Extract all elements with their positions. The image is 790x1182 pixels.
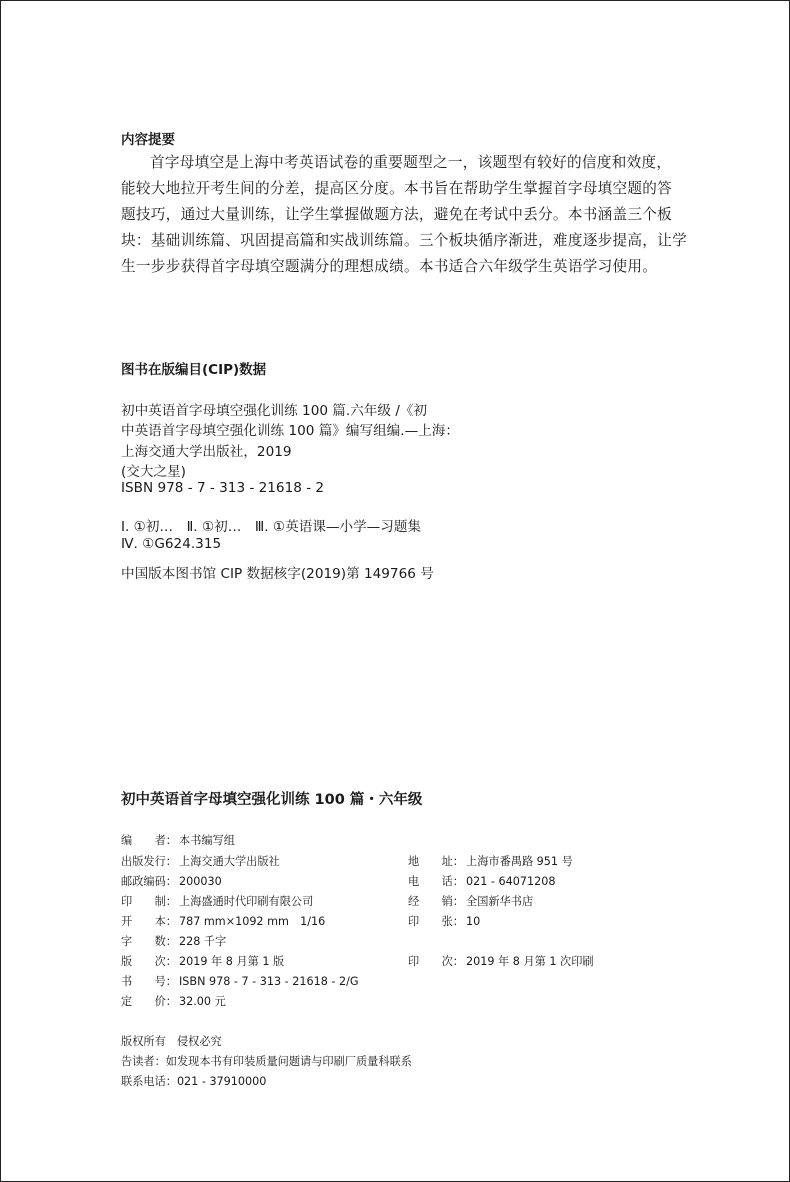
- cip-class-line: Ⅳ. ①G624.315: [121, 536, 222, 552]
- cip-record: 中国版本图书馆 CIP 数据核字(2019)第 149766 号: [121, 566, 434, 582]
- imprint-label: 地 址：: [408, 855, 464, 868]
- summary-line: 首字母填空是上海中考英语试卷的重要题型之一，该题型有较好的信度和效度，: [150, 154, 672, 171]
- imprint-row: [408, 953, 594, 969]
- imprint-row: [121, 893, 313, 909]
- cip-class-line: Ⅰ. ①初… Ⅱ. ①初… Ⅲ. ①英语课—小学—习题集: [121, 519, 422, 535]
- cip-heading: 图书在版编目(CIP)数据: [121, 362, 267, 378]
- contact-phone: 联系电话：021 - 37910000: [121, 1075, 267, 1088]
- imprint-value: 32.00 元: [179, 995, 226, 1008]
- imprint-label: 书 号：: [121, 975, 177, 988]
- book-title: 初中英语首字母填空强化训练 100 篇・六年级: [121, 792, 423, 808]
- cip-line: 中英语首字母填空强化训练 100 篇》编写组编.—上海：: [121, 423, 459, 439]
- imprint-row: [121, 873, 222, 889]
- imprint-row: [121, 993, 226, 1009]
- reader-notice: 告读者：如发现本书有印装质量问题请与印刷厂质量科联系: [121, 1055, 412, 1068]
- rights-reserved: 版权所有 侵权必究: [121, 1035, 222, 1048]
- imprint-row: [121, 913, 325, 929]
- imprint-value: 本书编写组: [179, 834, 235, 847]
- imprint-label: 开 本：: [121, 915, 177, 928]
- imprint-row: [408, 893, 533, 909]
- summary-line: 块：基础训练篇、巩固提高篇和实战训练篇。三个板块循序渐进，难度逐步提高，让学: [121, 232, 687, 249]
- imprint-label: 邮政编码：: [121, 875, 177, 888]
- imprint-value: 10: [466, 915, 481, 928]
- imprint-value: 2019 年 8 月第 1 次印刷: [466, 955, 594, 968]
- imprint-value: 2019 年 8 月第 1 版: [179, 955, 285, 968]
- imprint-value: 200030: [179, 875, 222, 888]
- imprint-value: 228 千字: [179, 935, 227, 948]
- imprint-label: 定 价：: [121, 995, 177, 1008]
- imprint-row: [121, 853, 280, 869]
- imprint-value: ISBN 978 - 7 - 313 - 21618 - 2/G: [179, 975, 359, 988]
- imprint-label: 版 次：: [121, 955, 177, 968]
- cip-line: ISBN 978 - 7 - 313 - 21618 - 2: [121, 480, 325, 496]
- imprint-row: [121, 973, 359, 989]
- summary-line: 题技巧，通过大量训练，让学生掌握做题方法，避免在考试中丢分。本书涵盖三个板: [121, 206, 673, 223]
- imprint-row: [121, 832, 235, 848]
- imprint-label: 经 销：: [408, 895, 464, 908]
- imprint-value: 021 - 64071208: [466, 875, 556, 888]
- imprint-value: 上海交通大学出版社: [179, 855, 280, 868]
- summary-line: 生一步步获得首字母填空题满分的理想成绩。本书适合六年级学生英语学习使用。: [121, 258, 658, 275]
- imprint-row: [408, 853, 573, 869]
- imprint-value: 787 mm×1092 mm 1/16: [179, 915, 326, 928]
- imprint-row: [121, 953, 284, 969]
- imprint-label: 电 话：: [408, 875, 464, 888]
- imprint-value: 上海市番禺路 951 号: [466, 855, 573, 868]
- imprint-label: 出版发行：: [121, 855, 177, 868]
- summary-line: 能较大地拉开考生间的分差，提高区分度。本书旨在帮助学生掌握首字母填空题的答: [121, 180, 673, 197]
- cip-line: 上海交通大学出版社，2019: [121, 444, 292, 460]
- imprint-value: 全国新华书店: [466, 895, 534, 908]
- imprint-row: [408, 873, 555, 889]
- imprint-label: 字 数：: [121, 935, 177, 948]
- imprint-label: 印 张：: [408, 915, 464, 928]
- imprint-label: 印 制：: [121, 895, 177, 908]
- imprint-value: 上海盛通时代印刷有限公司: [179, 895, 314, 908]
- imprint-row: [408, 913, 480, 929]
- imprint-row: [121, 933, 226, 949]
- imprint-label: 编 者：: [121, 834, 177, 847]
- cip-line: (交大之星): [121, 464, 186, 480]
- cip-line: 初中英语首字母填空强化训练 100 篇.六年级 /《初: [121, 403, 428, 419]
- summary-heading: 内容提要: [121, 132, 175, 148]
- imprint-label: 印 次：: [408, 955, 464, 968]
